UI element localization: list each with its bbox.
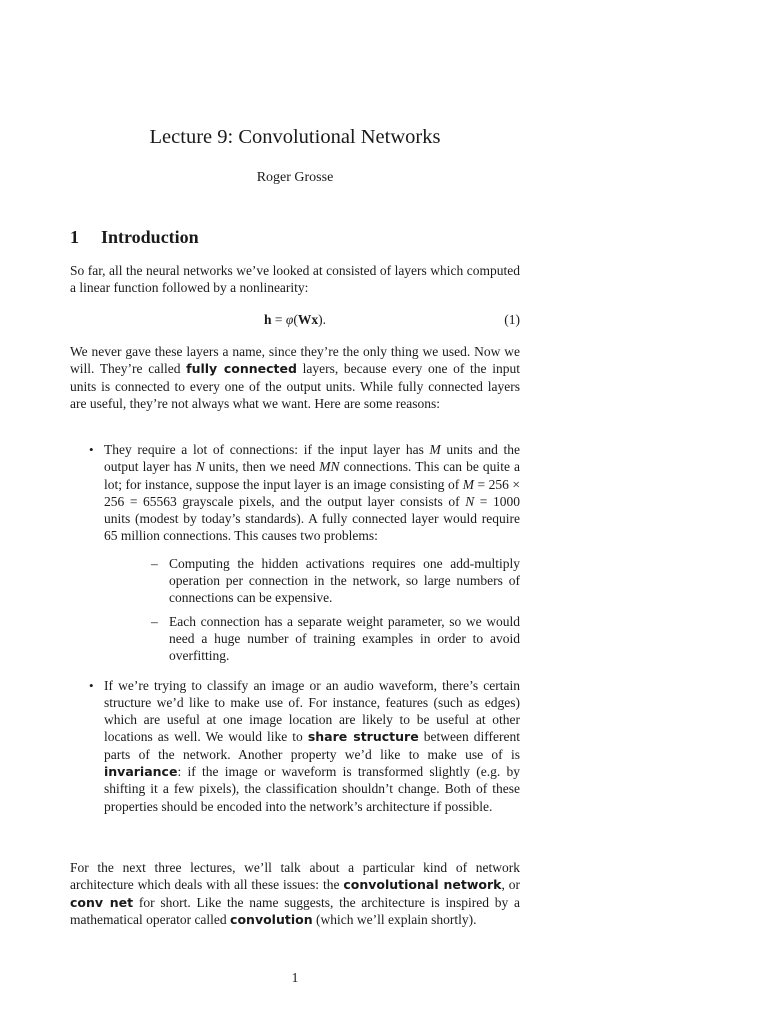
sub-item-computation — [104, 555, 520, 607]
section-number: 1 — [70, 227, 79, 247]
bullet-icon: • — [89, 442, 94, 457]
conv-net-paragraph — [70, 859, 520, 928]
text-span: We never gave these layers a name, since they’re the only thing we used. Now we will. They’re called — [70, 344, 520, 377]
keyword-convolution: convolution — [230, 911, 313, 927]
bullet-icon: • — [89, 677, 94, 693]
text-span: If we’re trying to classify an image or an audio waveform, there’s certain structure we’d like to make use of. For instance, features (such as edges) which are useful at one image location are likely to be useful at other locations as well. We would like to — [104, 677, 520, 745]
section-heading — [70, 226, 199, 248]
text-span: = 256 × 256 = 65563 grayscale pixels, and the output layer consists of — [104, 476, 520, 509]
keyword-fully-connected: fully connected — [186, 361, 297, 377]
math-MN: MN — [319, 459, 340, 475]
text-span: (which we’ll explain shortly). — [312, 911, 477, 927]
eq-h: h — [264, 312, 272, 327]
eq-x: x — [311, 312, 319, 327]
text-span: between different parts of the network. Another property we’d like to make use of is — [104, 729, 520, 762]
text-span: units and the output layer has — [104, 442, 520, 475]
text-span: Computing the hidden activations requires one add-multiply operation per connection in the network, so large numbers of connections can be expensive. — [169, 555, 520, 606]
reasons-list — [70, 441, 520, 815]
sub-item-overfitting — [104, 613, 520, 665]
equation-1 — [70, 311, 520, 329]
eq-equals: = — [271, 312, 286, 327]
dash-icon: – — [151, 613, 158, 629]
text-span: = 1000 units (modest by today’s standards). A fully connected layer would require 65 million connections. This causes two problems: — [104, 493, 520, 544]
text-span: : if the image or waveform is transformed slightly (e.g. by shifting it a few pixels), the classification shouldn’t change. Both of these properties should be encoded into the network’s architecture if possible. — [104, 764, 520, 814]
math-N: N — [465, 493, 475, 509]
text-span: They require a lot of connections: if the input layer has — [104, 442, 430, 457]
keyword-invariance: invariance — [104, 764, 178, 780]
text-span: for short. Like the name suggests, the architecture is inspired by a mathematical operator called — [70, 894, 520, 927]
intro-paragraph: So far, all the neural networks we’ve looked at consisted of layers which computed a linear function followed by a nonlinearity: — [70, 263, 520, 296]
eq-close: ). — [318, 312, 326, 327]
list-item-structure — [70, 677, 520, 815]
document-title: Lecture 9: Convolutional Networks — [149, 126, 441, 148]
section-title: Introduction — [101, 227, 199, 247]
page-number: 1 — [291, 970, 299, 985]
author-name: Roger Grosse — [256, 170, 334, 185]
problems-sublist — [104, 555, 520, 665]
dash-icon: – — [151, 555, 158, 571]
eq-W: W — [297, 312, 312, 327]
text-span: layers, because every one of the input units is connected to every one of the output units. While fully connected layers are useful, they’re not always what we want. Here are some reasons: — [70, 361, 520, 411]
keyword-conv-net: conv net — [70, 894, 134, 910]
text-span: units, then we need — [204, 459, 320, 475]
eq-phi: φ — [285, 312, 294, 327]
fully-connected-paragraph — [70, 343, 520, 412]
text-span: For the next three lectures, we’ll talk about a particular kind of network architecture which deals with all these issues: the — [70, 860, 520, 893]
math-N: N — [195, 459, 205, 475]
equation-body — [70, 311, 520, 329]
text-span: connections. This can be quite a lot; for instance, suppose the input layer is an image consisting of — [104, 459, 520, 492]
list-item-connections — [70, 441, 520, 665]
document-page — [70, 0, 520, 1024]
keyword-share-structure: share structure — [307, 729, 419, 745]
math-M: M — [462, 476, 475, 492]
text-span: Each connection has a separate weight parameter, so we would need a huge number of training examples in order to avoid overfitting. — [169, 613, 520, 664]
eq-open: ( — [293, 312, 298, 327]
keyword-convolutional-network: convolutional network — [343, 877, 502, 893]
text-span: , or — [501, 877, 520, 893]
math-M: M — [429, 442, 441, 457]
equation-number: (1) — [504, 312, 520, 327]
